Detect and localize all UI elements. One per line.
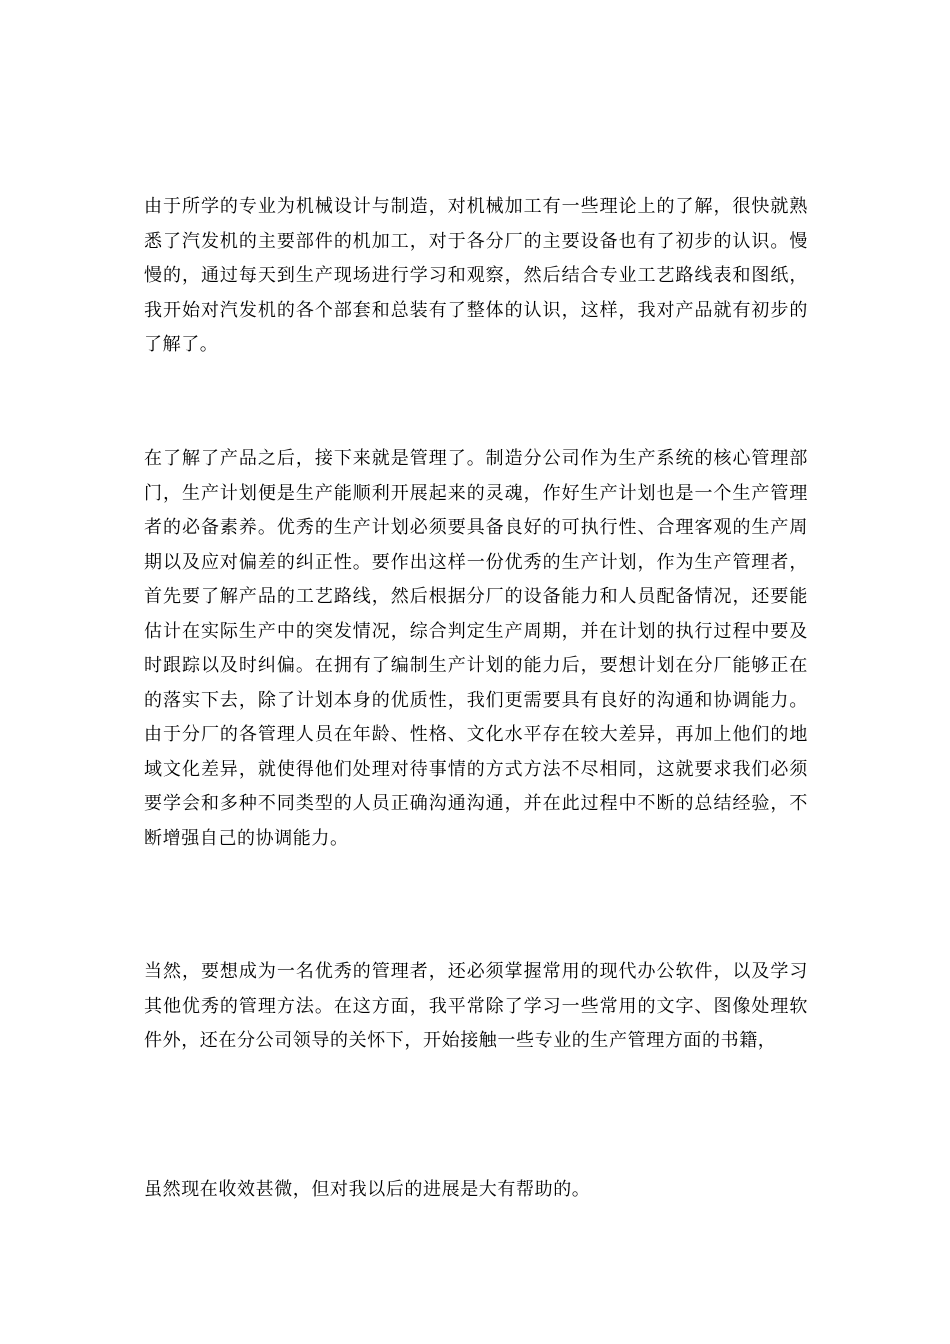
paragraph-2: 在了解了产品之后，接下来就是管理了。制造分公司作为生产系统的核心管理部门，生产计划便是生产能顺利开展起来的灵魂，作好生产计划也是一个生产管理者的必备素养。优秀的生产计划必须要具备良好的可执行性、合理客观的生产周期以及应对偏差的纠正性。要作出这样一份优秀的生产计划，作为生产管理者，首先要了解产品的工艺路线，然后根据分厂的设备能力和人员配备情况，还要能估计在实际生产中的突发情况，综合判定生产周期，并在计划的执行过程中要及时跟踪以及时纠偏。在拥有了编制生产计划的能力后，要想计划在分厂能够正在的落实下去，除了计划本身的优质性，我们更需要具有良好的沟通和协调能力。由于分厂的各管理人员在年龄、性格、文化水平存在较大差异，再加上他们的地域文化差异，就使得他们处理对待事情的方式方法不尽相同，这就要求我们必须要学会和多种不同类型的人员正确沟通沟通，并在此过程中不断的总结经验，不断增强自己的协调能力。: [144, 448, 808, 849]
paragraph-1: 由于所学的专业为机械设计与制造，对机械加工有一些理论上的了解，很快就熟悉了汽发机的主要部件的机加工，对于各分厂的主要设备也有了初步的认识。慢慢的，通过每天到生产现场进行学习和观察，然后结合专业工艺路线表和图纸，我开始对汽发机的各个部套和总装有了整体的认识，这样，我对产品就有初步的了解了。: [144, 196, 808, 355]
paragraph-4: 虽然现在收效甚微，但对我以后的进展是大有帮助的。: [144, 1179, 591, 1200]
paragraph-3: 当然，要想成为一名优秀的管理者，还必须掌握常用的现代办公软件，以及学习其他优秀的管理方法。在这方面，我平常除了学习一些常用的文字、图像处理软件外，还在分公司领导的关怀下，开始接触一些专业的生产管理方面的书籍，: [144, 961, 808, 1051]
